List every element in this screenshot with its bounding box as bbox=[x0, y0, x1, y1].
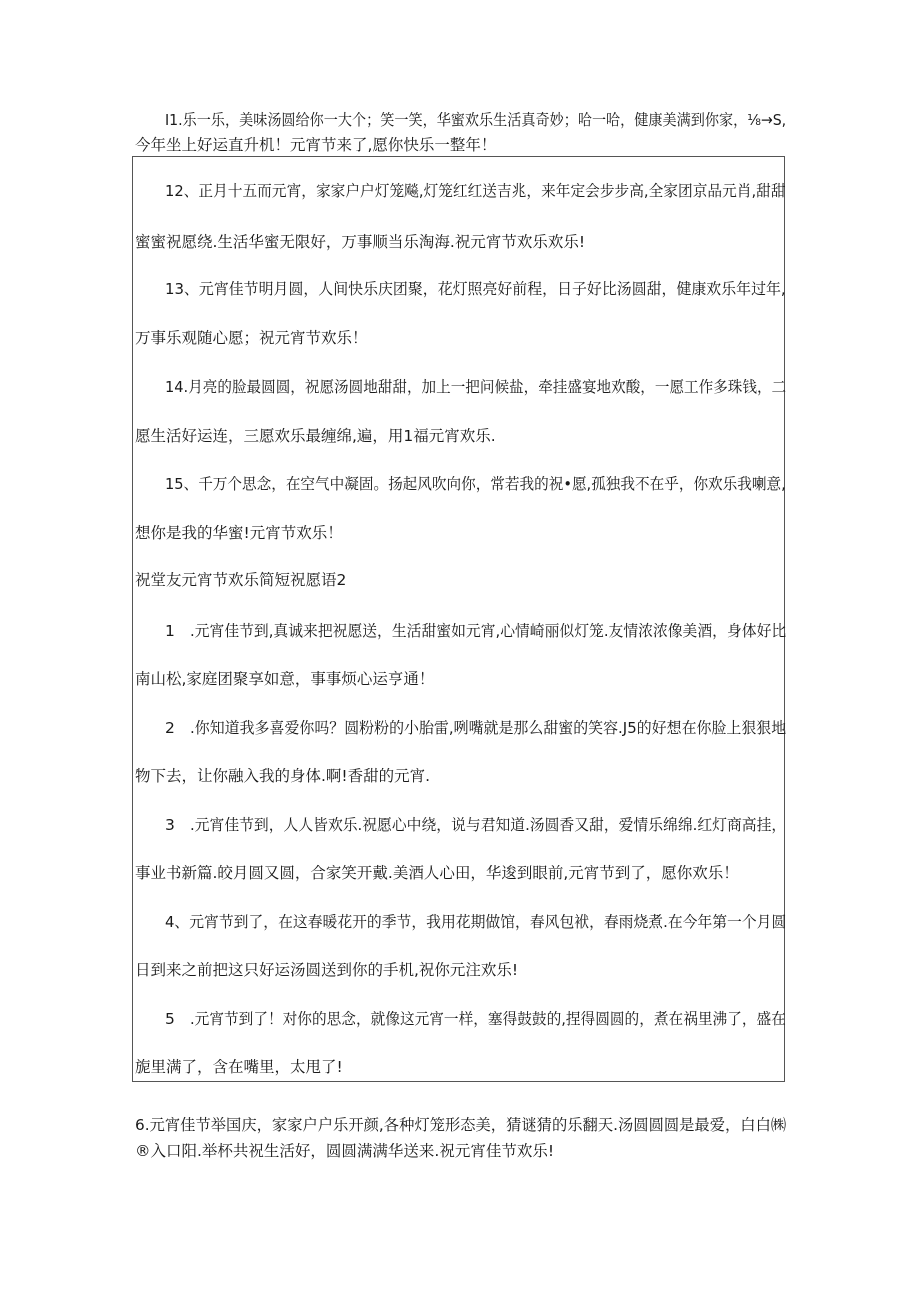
paragraph-11-line-2: 今年坐上好运直升机！元宵节来了,愿你快乐一整年！ bbox=[135, 136, 497, 154]
list-number-1: 1 bbox=[165, 622, 175, 640]
list-number-5: 5 bbox=[165, 1010, 175, 1028]
list-item-5-line-2: 旎里满了，含在嘴里，太甩了! bbox=[135, 1058, 343, 1076]
list-item-3-line-1: .元宵佳节到，人人皆欢乐.祝愿心中绕，说与君知道.汤圆香又甜，爱情乐绵绵.红灯商高挂， bbox=[190, 816, 787, 834]
paragraph-11-line-1: I1.乐一乐，美味汤圆给你一大个；笑一笑，华蜜欢乐生活真奇妙；哈一哈，健康美满到你家，⅛→S, bbox=[165, 111, 787, 129]
list-number-3: 3 bbox=[165, 816, 175, 834]
paragraph-6-line-2: ®入口阳.举杯共祝生活好，圆圆满满华送来.祝元宵佳节欢乐! bbox=[135, 1142, 555, 1160]
list-item-1-line-1: .元宵佳节到,真诚来把祝愿送，生活甜蜜如元宵,心情崎丽似灯笼.友情浓浓像美酒，身体好比 bbox=[190, 622, 787, 640]
paragraph-13-line-1: 13、元宵佳节明月圆，人间快乐庆团聚，花灯照亮好前程，日子好比汤圆甜，健康欢乐年过年, bbox=[165, 280, 786, 298]
list-item-3-line-2: 事业书新篇.皎月圆又圆，合家笑开戴.美酒人心田，华逡到眼前,元宵节到了，愿你欢乐！ bbox=[135, 864, 739, 882]
paragraph-15-line-1: 15、千万个思念，在空气中凝固。扬起风吹向你，常若我的祝•愿,孤独我不在乎，你欢乐我喇意, bbox=[165, 475, 786, 493]
list-number-2: 2 bbox=[165, 719, 175, 737]
list-item-2-line-1: .你知道我多喜爱你吗？圆粉粉的小胎雷,咧嘴就是那么甜蜜的笑容.J5的好想在你脸上狠狠地 bbox=[190, 719, 787, 737]
list-item-5-line-1: .元宵节到了！对你的思念，就像这元宵一样，塞得鼓鼓的,捏得圆圆的，煮在祸里沸了，盛在 bbox=[190, 1010, 786, 1028]
paragraph-12-line-1: 12、正月十五而元宵，家家户户灯笼飚,灯笼红红送吉兆，来年定会步步高,全家团京品元肖,甜甜 bbox=[165, 182, 786, 200]
paragraph-14-line-1: 14.月亮的脸最圆圆，祝愿汤圆地甜甜，加上一把问候盐，牵挂盛宴地欢酸，一愿工作多珠钱，二 bbox=[165, 378, 787, 396]
section-heading: 祝堂友元宵节欢乐简短祝愿语2 bbox=[135, 571, 347, 589]
paragraph-12-line-2: 蜜蜜祝愿绕.生活华蜜无限好，万事顺当乐淘海.祝元宵节欢乐欢乐! bbox=[135, 233, 586, 251]
paragraph-15-line-2: 想你是我的华蜜!元宵节欢乐！ bbox=[135, 524, 343, 542]
paragraph-14-line-2: 愿生活好运连，三愿欢乐最缠绵,遍，用1福元宵欢乐. bbox=[135, 427, 496, 445]
list-item-4-line-2: 日到来之前把这只好运汤圆送到你的手机,祝你元注欢乐! bbox=[135, 961, 519, 979]
paragraph-13-line-2: 万事乐观随心愿；祝元宵节欢乐！ bbox=[135, 329, 368, 347]
paragraph-6-line-1: 6.元宵佳节举国庆，家家户户乐开颜,各种灯笼形态美，猜谜猜的乐翻天.汤圆圆圆是最爱，白白㈱ bbox=[135, 1116, 787, 1134]
list-item-2-line-2: 物下去，让你融入我的身体.啊!香甜的元宵. bbox=[135, 767, 431, 785]
list-item-1-line-2: 南山松,家庭团聚享如意，事事烦心运亨通！ bbox=[135, 670, 435, 688]
list-item-4-line-1: 4、元宵节到了，在这春暖花开的季节，我用花期做馆，春风包袱，春雨烧煮.在今年第一个月圆 bbox=[165, 913, 787, 931]
